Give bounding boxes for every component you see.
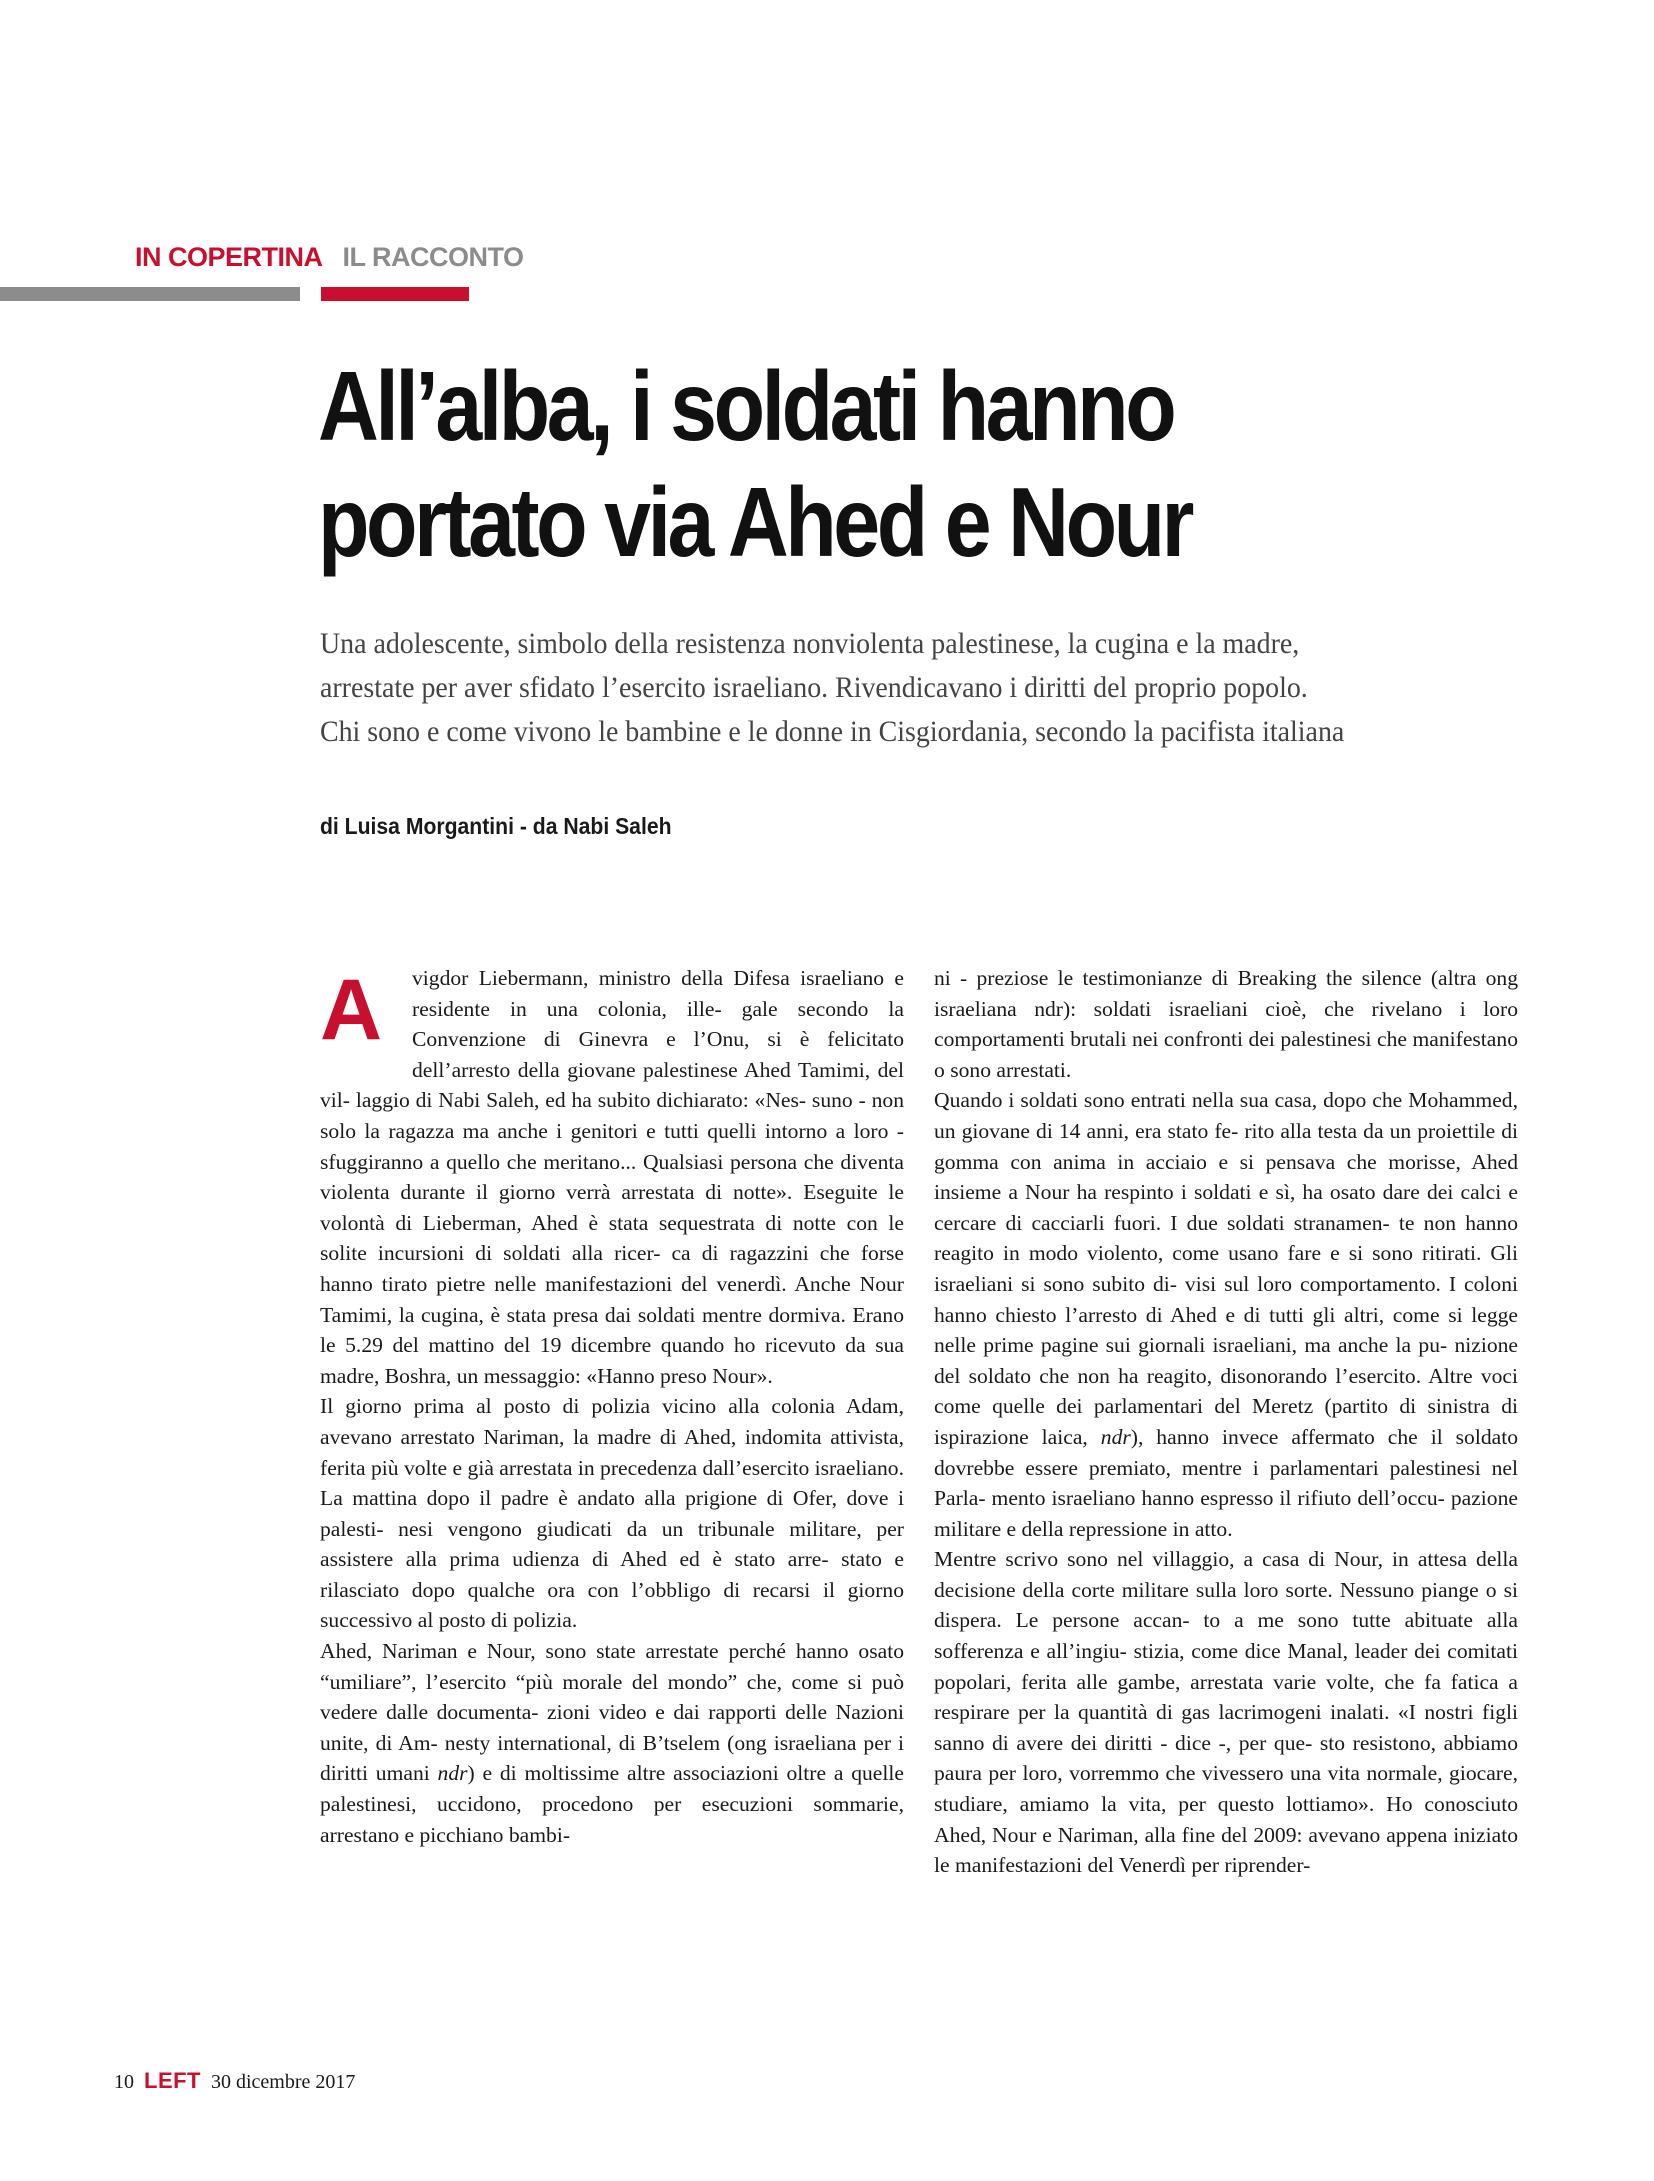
paragraph bbox=[320, 1636, 904, 1850]
paragraph: Mentre scrivo sono nel villaggio, a casa di Nour, in attesa della decisione della corte militare sulla loro sorte. Nessuno piange o si dispera. Le persone accan- to a me sono tutte abituate alla sofferenza e all’ingiu- stizia, come dice Manal, leader dei comitati popolari, ferita alle gambe, arrestata varie volte, che fa fatica a respirare per la quantità di gas lacrimogeni inalati. «I nostri figli sanno di avere dei diritti - dice -, per que- sto resistono, abbiamo paura per loro, vorremmo che vivessero una vita normale, giocare, studiare, amiamo la vita, per questo lottiamo». Ho conosciuto Ahed, Nour e Nariman, alla fine del 2009: avevano appena iniziato le manifestazioni del Venerdì per riprender- bbox=[934, 1547, 1518, 1878]
italic-note: ndr bbox=[437, 1761, 468, 1786]
magazine-logo: LEFT bbox=[144, 2068, 201, 2093]
paragraph-text: Ahed, Nariman e Nour, sono state arrestate perché hanno osato “umiliare”, l’esercito “più morale del mondo” che, come si può vedere dalle documenta- zioni video e dai rapporti delle Nazioni unite, di Am- nesty international, di B’tselem (ong israeliana per i diritti umani bbox=[320, 1639, 904, 1786]
kicker-primary: IN COPERTINA bbox=[135, 242, 323, 272]
deck-line-3: Chi sono e come vivono le bambine e le donne in Cisgiordania, secondo la pacifista italiana bbox=[320, 715, 1345, 748]
deck-subtitle bbox=[320, 622, 1529, 754]
paragraph bbox=[320, 963, 904, 1391]
issue-date: 30 dicembre 2017 bbox=[211, 2071, 356, 2093]
page-number: 10 bbox=[114, 2071, 134, 2093]
headline-line-1: All’alba, i soldati hanno bbox=[318, 351, 1174, 461]
paragraph: Il giorno prima al posto di polizia vicino alla colonia Adam, avevano arrestato Nariman, la madre di Ahed, indomita attivista, ferita più volte e già arrestata in precedenza dall’esercito israeliano. La mattina dopo il padre è andato alla prigione di Ofer, dove i palesti- nesi vengono giudicati da un tribunale militare, per assistere alla prima udienza di Ahed ed è stato arre- stato e rilasciato dopo qualche ora con l’obbligo di recarsi il giorno successivo al posto di polizia. bbox=[320, 1394, 904, 1633]
italic-note: ndr bbox=[1100, 1424, 1131, 1449]
paragraph-text: ) e di moltissime altre associazioni oltre a quelle palestinesi, uccidono, procedono per esecuzioni sommarie, arrestano e picchiano bambi- bbox=[320, 1761, 904, 1847]
headline bbox=[318, 348, 1350, 580]
drop-cap: A bbox=[320, 962, 383, 1058]
kicker-secondary: IL RACCONTO bbox=[342, 242, 524, 272]
article-column-1 bbox=[320, 963, 904, 1850]
deck-line-1: Una adolescente, simbolo della resistenza nonviolenta palestinese, la cugina e la madre, bbox=[320, 627, 1300, 660]
page-folio bbox=[114, 2068, 355, 2094]
paragraph: ni - preziose le testimonianze di Breaking the silence (altra ong israeliana ndr): soldati israeliani cioè, che rivelano i loro comportamenti brutali nei confronti dei palestinesi che manifestano o sono arrestati. bbox=[934, 966, 1518, 1082]
paragraph bbox=[934, 1085, 1518, 1544]
section-kicker bbox=[135, 242, 524, 273]
paragraph-text: vigdor Liebermann, ministro della Difesa israeliano e residente in una colonia, ille- gale secondo la Convenzione di Ginevra e l’Onu, si è felicitato dell’arresto della giovane palestinese Ahed Tamimi, del vil- laggio di Nabi Saleh, ed ha subito dichiarato: «Nes- suno - non solo la ragazza ma anche i genitori e tutti quelli intorno a loro - sfuggiranno a quello che meritano... Qualsiasi persona che diventa violenta durante il giorno verrà arrestata di notte». Eseguite le volontà di Lieberman, Ahed è stata sequestrata di notte con le solite incursioni di soldati alla ricer- ca di ragazzini che forse hanno tirato pietre nelle manifestazioni del venerdì. Anche Nour Tamimi, la cugina, è stata presa dai soldati mentre dormiva. Erano le 5.29 del mattino del 19 dicembre quando ho ricevuto da sua madre, Boshra, un messaggio: «Hanno preso Nour». bbox=[320, 966, 904, 1388]
deck-line-2: arrestate per aver sfidato l’esercito israeliano. Rivendicavano i diritti del proprio popolo. bbox=[320, 671, 1308, 704]
byline: di Luisa Morgantini - da Nabi Saleh bbox=[320, 813, 672, 839]
headline-line-2: portato via Ahed e Nour bbox=[318, 467, 1192, 577]
paragraph-text: Quando i soldati sono entrati nella sua casa, dopo che Mohammed, un giovane di 14 anni, era stato fe- rito alla testa da un proiettile di gomma con anima in acciaio e si pensava che morisse, Ahed insieme a Nour ha respinto i soldati e sì, ha osato dare dei calci e cercare di cacciarli fuori. I due soldati stranamen- te non hanno reagito in modo violento, come usano fare e si sono ritirati. Gli israeliani si sono subito di- visi sul loro comportamento. I coloni hanno chiesto l’arresto di Ahed e di tutti gli altri, come si legge nelle prime pagine sui giornali israeliani, ma anche la pu- nizione del soldato che non ha reagito, disonorando l’esercito. Altre voci come quelle dei parlamentari del Meretz (partito di sinistra di ispirazione laica, bbox=[934, 1088, 1518, 1449]
article-column-2 bbox=[934, 963, 1518, 1881]
section-rule-red bbox=[321, 287, 469, 301]
section-rule-gray bbox=[0, 287, 300, 301]
paragraph-text: ), hanno invece affermato che il soldato dovrebbe essere premiato, mentre i parlamentari palestinesi nel Parla- mento israeliano hanno espresso il rifiuto dell’occu- pazione militare e della repressione in atto. bbox=[934, 1424, 1519, 1541]
